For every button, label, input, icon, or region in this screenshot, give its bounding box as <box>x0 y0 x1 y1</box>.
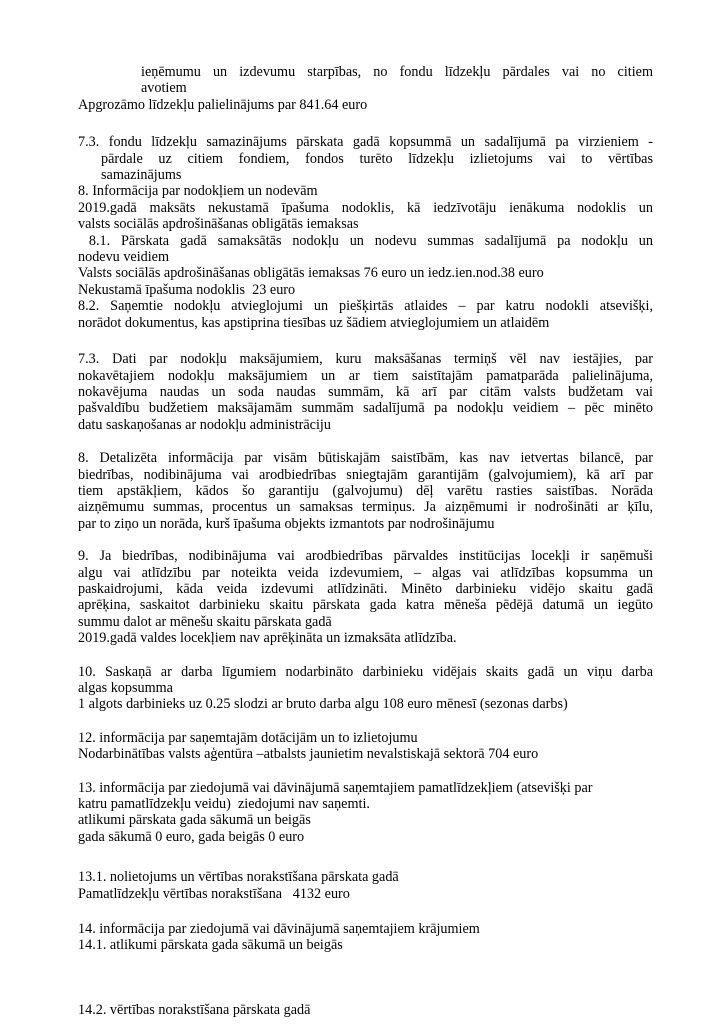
text-line: 8. Detalizēta informācija par visām būtiskajām saistībām, kas nav ietvertas bilancē, par <box>78 450 653 467</box>
spacer <box>78 647 653 664</box>
text-line: paskaidrojumi, kāda veida izdevumi atlīdzināti. Minēto darbinieku vidējo skaitu gadā <box>78 580 653 597</box>
paragraph-7-3-tax-data <box>78 351 653 433</box>
text-line: 8.1. Pārskata gadā samaksātās nodokļu un nodevu summas sadalījumā pa nodokļu un <box>78 232 653 249</box>
text-line: 14. informācija par ziedojumā vai dāvinājumā saņemtajiem krājumiem <box>78 921 480 938</box>
text-line: pārdale uz citiem fondiem, fondos turēto līdzekļu izlietojums vai to vērtības <box>101 150 653 167</box>
text-line: nokavētajiem nodokļu maksājumiem un ar tiem saistītajām pamatparāda palielinājuma, <box>78 367 653 384</box>
text-line: 14.2. vērtības norakstīšana pārskata gadā <box>78 1001 311 1018</box>
spacer <box>78 845 653 869</box>
text-line: 2019.gadā maksāts nekustamā īpašuma nodoklis, kā iedzīvotāju ienākuma nodoklis un <box>78 199 653 216</box>
text-line: pašvaldību budžetiem maksājamām summām sadalījumā pa nodokļu veidiem – pēc minēto <box>78 400 653 417</box>
text-line: aprēķina, saskaitot darbinieku skaitu pārskata gada katra mēneša pēdējā datumā un iegūto <box>78 597 653 614</box>
spacer <box>78 954 653 1002</box>
spacer <box>78 713 653 730</box>
paragraph-fund-sources <box>78 64 653 97</box>
spacer <box>78 113 653 134</box>
paragraph-7-3-fund-decrease <box>78 134 653 183</box>
text-line: 14.1. atlikumi pārskata gada sākumā un beigās <box>78 937 343 954</box>
text-line: 9. Ja biedrības, nodibinājuma vai arodbiedrības pārvaldes institūcijas locekļi ir saņēmuši <box>78 548 653 565</box>
text-line: summu dalot ar mēnešu skaitu pārskata gadā <box>78 613 332 630</box>
text-line: avotiem <box>141 80 187 97</box>
text-line: Nekustamā īpašuma nodoklis 23 euro <box>78 281 296 298</box>
text-line: algu vai atlīdzību par noteikta veida izdevumiem, – algas vai atlīdzības kopsumma un <box>78 564 653 581</box>
text-line: katru pamatlīdzekļu veidu) ziedojumi nav saņemti. <box>78 796 370 813</box>
text-line: algas kopsumma <box>78 680 173 696</box>
text-line: valsts sociālās apdrošināšanas obligātās iemaksas <box>78 216 359 233</box>
text-line: tiem apstākļiem, kādos šo garantiju (galvojumu) dēļ varētu rasties saistības. Norāda <box>78 482 653 499</box>
paragraph-8-liabilities <box>78 450 653 532</box>
paragraph-14-donated-stock <box>78 921 653 954</box>
paragraph-10-employees <box>78 664 653 713</box>
text-line: nokavējuma naudas un soda naudas summām, kā arī par citām valsts budžetam vai <box>78 383 653 400</box>
spacer <box>78 433 653 450</box>
paragraph-8-taxes <box>78 183 653 331</box>
text-line: Nodarbinātības valsts aģentūra –atbalsts jaunietim nevalstiskajā sektorā 704 euro <box>78 746 539 763</box>
text-line: gada sākumā 0 euro, gada beigās 0 euro <box>78 828 305 845</box>
paragraph-13-1-depreciation <box>78 869 653 902</box>
paragraph-current-assets <box>78 97 653 113</box>
paragraph-12-grants <box>78 730 653 763</box>
text-line: 12. informācija par saņemtajām dotācijām un to izlietojumu <box>78 729 418 746</box>
text-line: ieņēmumu un izdevumu starpības, no fondu līdzekļu pārdales vai no citiem <box>141 64 653 80</box>
spacer <box>78 532 653 548</box>
paragraph-14-2-writeoff <box>78 1002 653 1018</box>
text-line: Pamatlīdzekļu vērtības norakstīšana 4132 euro <box>78 885 350 902</box>
text-line: Valsts sociālās apdrošināšanas obligātās iemaksas 76 euro un iedz.ien.nod.38 euro <box>78 265 544 282</box>
paragraph-13-donated-assets <box>78 780 653 846</box>
text-line: par to ziņo un norāda, kurš īpašuma objekts izmantots par nodrošinājumu <box>78 515 495 532</box>
text-line: 10. Saskaņā ar darba līgumiem nodarbināto darbinieku vidējais skaits gadā un viņu darba <box>78 663 653 680</box>
text-line: 7.3. Dati par nodokļu maksājumiem, kuru maksāšanas termiņš vēl nav iestājies, par <box>78 351 653 368</box>
text-line: 8.2. Saņemtie nodokļu atvieglojumi un piešķirtās atlaides – par katru nodokli atsevišķi, <box>78 298 653 315</box>
text-line: biedrības, nodibinājuma vai arodbiedrības sniegtajām garantijām (galvojumiem), kā arī par <box>78 466 653 483</box>
text-line: 7.3. fondu līdzekļu samazinājums pārskata gadā kopsummā un sadalījumā pa virzieniem - <box>78 134 653 151</box>
text-line: aizņēmumu summas, procentus un samaksas termiņus. Ja aizņēmumi ir nodrošināti ar ķīlu, <box>78 499 653 516</box>
text-line: Apgrozāmo līdzekļu palielinājums par 841.64 euro <box>78 96 368 113</box>
document-page <box>78 64 653 1018</box>
text-line: datu saskaņošanas ar nodokļu administrāciju <box>78 416 331 433</box>
text-line: norādot dokumentus, kas apstiprina tiesības uz šādiem atvieglojumiem un atlaidēm <box>78 314 550 331</box>
text-line: 13. informācija par ziedojumā vai dāvinājumā saņemtajiem pamatlīdzekļiem (atsevišķi par <box>78 779 593 796</box>
spacer <box>78 763 653 780</box>
spacer <box>78 902 653 921</box>
text-line: nodevu veidiem <box>78 249 170 266</box>
text-line: 2019.gadā valdes locekļiem nav aprēķināta un izmaksāta atlīdzība. <box>78 630 457 647</box>
text-line: atlikumi pārskata gada sākumā un beigās <box>78 812 311 829</box>
paragraph-9-board-remuneration <box>78 548 653 646</box>
text-line: 8. Informācija par nodokļiem un nodevām <box>78 183 318 200</box>
spacer <box>78 331 653 351</box>
text-line: 13.1. nolietojums un vērtības norakstīšana pārskata gadā <box>78 869 399 886</box>
text-line: samazinājums <box>101 167 182 184</box>
text-line: 1 algots darbinieks uz 0.25 slodzi ar bruto darba algu 108 euro mēnesī (sezonas darbs) <box>78 696 568 713</box>
